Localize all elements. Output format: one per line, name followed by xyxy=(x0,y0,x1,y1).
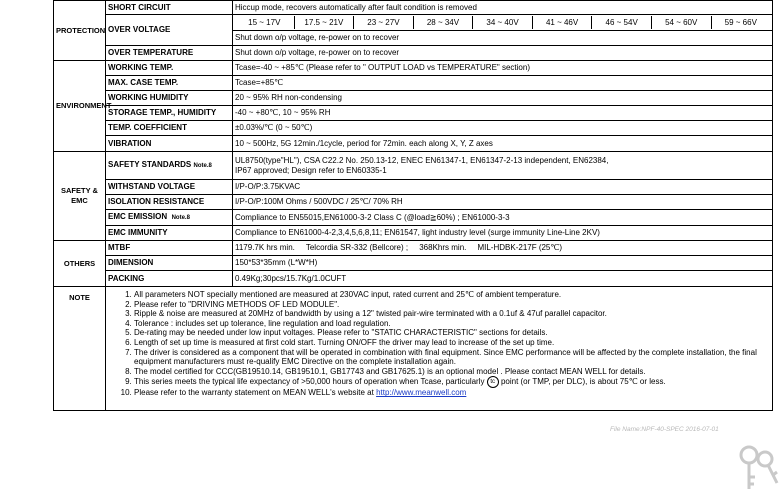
label-storage-temp: STORAGE TEMP., HUMIDITY xyxy=(106,106,233,121)
value-over-temperature: Shut down o/p voltage, re-power on to recover xyxy=(233,46,773,61)
note-item: 3. Ripple & noise are measured at 20MHz of bandwidth by using a 12" twisted pair-wire terminated with a 0.1uf & 47uf parallel capacitor. xyxy=(134,309,770,319)
value-vibration: 10 ~ 500Hz, 5G 12min./1cycle, period for 72min. each along X, Y, Z axes xyxy=(233,136,773,152)
label-packing: PACKING xyxy=(106,271,233,287)
section-note: NOTE xyxy=(54,287,106,411)
safety-standards-text: SAFETY STANDARDS xyxy=(108,160,192,169)
emc-emission-note: Note.8 xyxy=(171,215,190,221)
note-item: 6. Length of set up time is measured at first cold start. Turning ON/OFF the driver may lead to increase of the set up time. xyxy=(134,338,770,348)
label-over-voltage: OVER VOLTAGE xyxy=(106,15,233,46)
label-working-humidity: WORKING HUMIDITY xyxy=(106,91,233,106)
value-max-case-temp: Tcase=+85℃ xyxy=(233,76,773,91)
emc-emission-text: EMC EMISSION xyxy=(108,212,168,221)
safety-standards-note: Note.8 xyxy=(193,163,212,169)
value-withstand-voltage: I/P-O/P:3.75KVAC xyxy=(233,180,773,195)
safety-standards-line2: IP67 approved; Design refer to EN60335-1 xyxy=(235,165,387,175)
label-temp-coefficient: TEMP. COEFFICIENT xyxy=(106,121,233,136)
value-dimension: 150*53*35mm (L*W*H) xyxy=(233,256,773,271)
label-isolation-resistance: ISOLATION RESISTANCE xyxy=(106,195,233,210)
label-working-temp: WORKING TEMP. xyxy=(106,61,233,76)
label-safety-standards xyxy=(106,152,233,180)
value-emc-immunity: Compliance to EN61000-4-2,3,4,5,6,8,11; EN61547, light industry level (surge immunity Line-Line 2KV) xyxy=(233,226,773,241)
value-over-voltage: Shut down o/p voltage, re-power on to recover xyxy=(233,31,773,46)
note-item: 5. De-rating may be needed under low input voltages. Please refer to "STATIC CHARACTERISTIC" sections for details. xyxy=(134,328,770,338)
value-short-circuit: Hiccup mode, recovers automatically after fault condition is removed xyxy=(233,1,773,15)
keys-icon xyxy=(737,443,779,493)
value-working-humidity: 20 ~ 95% RH non-condensing xyxy=(233,91,773,106)
ov-range: 41 ~ 46V xyxy=(532,16,592,29)
ov-range: 46 ~ 54V xyxy=(591,16,651,29)
value-packing: 0.49Kg;30pcs/15.7Kg/1.0CUFT xyxy=(233,271,773,287)
section-protection: PROTECTION xyxy=(54,1,106,61)
note-item xyxy=(134,388,770,398)
section-safety-line1: SAFETY & xyxy=(61,186,98,195)
file-info: File Name:NPF-40-SPEC 2016-07-01 xyxy=(610,426,719,433)
note-10-before: Please refer to the warranty statement on MEAN WELL's website at xyxy=(134,388,377,398)
label-withstand-voltage: WITHSTAND VOLTAGE xyxy=(106,180,233,195)
note-item: 2. Please refer to "DRIVING METHODS OF LED MODULE". xyxy=(134,300,770,310)
note-item: 7. The driver is considered as a component that will be operated in combination with final equipment. Since EMC performance will be affected by the complete installation, the final equipment manufacturers must re-qualify EMC Directive on the complete installation again. xyxy=(134,348,770,367)
value-mtbf: 1179.7K hrs min. Telcordia SR-332 (Bellcore) ; 368Khrs min. MIL-HDBK-217F (25℃) xyxy=(233,241,773,256)
value-safety-standards xyxy=(233,152,773,180)
label-mtbf: MTBF xyxy=(106,241,233,256)
over-voltage-ranges xyxy=(233,15,773,31)
label-short-circuit: SHORT CIRCUIT xyxy=(106,1,233,15)
label-emc-emission xyxy=(106,210,233,226)
value-working-temp: Tcase=-40 ~ +85℃ (Please refer to " OUTPUT LOAD vs TEMPERATURE" section) xyxy=(233,61,773,76)
section-safety-emc xyxy=(54,152,106,241)
label-over-temperature: OVER TEMPERATURE xyxy=(106,46,233,61)
ov-range: 17.5 ~ 21V xyxy=(294,16,354,29)
value-emc-emission: Compliance to EN55015,EN61000-3-2 Class C (@load≧60%) ; EN61000-3-3 xyxy=(233,210,773,226)
note-item: 4. Tolerance : includes set up tolerance, line regulation and load regulation. xyxy=(134,319,770,329)
tc-point-icon: tc xyxy=(487,376,499,388)
ov-range: 54 ~ 60V xyxy=(651,16,711,29)
note-9-before: This series meets the typical life expectancy of >50,000 hours of operation when Tcase, particularly xyxy=(134,377,487,387)
spec-table xyxy=(53,0,773,411)
ov-range: 34 ~ 40V xyxy=(472,16,532,29)
label-dimension: DIMENSION xyxy=(106,256,233,271)
label-max-case-temp: MAX. CASE TEMP. xyxy=(106,76,233,91)
ov-range: 15 ~ 17V xyxy=(248,18,281,27)
note-item: 1. All parameters NOT specially mentioned are measured at 230VAC input, rated current and 25℃ of ambient temperature. xyxy=(134,290,770,300)
value-temp-coefficient: ±0.03%/℃ (0 ~ 50℃) xyxy=(233,121,773,136)
value-storage-temp: -40 ~ +80℃, 10 ~ 95% RH xyxy=(233,106,773,121)
notes-list xyxy=(108,290,770,398)
safety-standards-line1: UL8750(type"HL"), CSA C22.2 No. 250.13-12, ENEC EN61347-1, EN61347-2-13 independent, EN62384, xyxy=(235,155,609,165)
ov-range: 59 ~ 66V xyxy=(711,16,771,29)
value-isolation-resistance: I/P-O/P:100M Ohms / 500VDC / 25℃/ 70% RH xyxy=(233,195,773,210)
ov-range: 23 ~ 27V xyxy=(353,16,413,29)
section-others: OTHERS xyxy=(54,241,106,287)
ov-range: 28 ~ 34V xyxy=(413,16,473,29)
meanwell-link[interactable]: http://www.meanwell.com xyxy=(376,388,467,398)
section-safety-line2: EMC xyxy=(71,196,88,205)
section-environment: ENVIRONMENT xyxy=(54,61,106,152)
label-emc-immunity: EMC IMMUNITY xyxy=(106,226,233,241)
notes-cell xyxy=(106,287,773,411)
note-9-after: point (or TMP, per DLC), is about 75℃ or less. xyxy=(498,377,666,387)
note-item: 8. The model certified for CCC(GB19510.14, GB19510.1, GB17743 and GB17625.1) is an optional model . Please contact MEAN WELL for details. xyxy=(134,367,770,377)
note-item xyxy=(134,376,770,388)
label-vibration: VIBRATION xyxy=(106,136,233,152)
